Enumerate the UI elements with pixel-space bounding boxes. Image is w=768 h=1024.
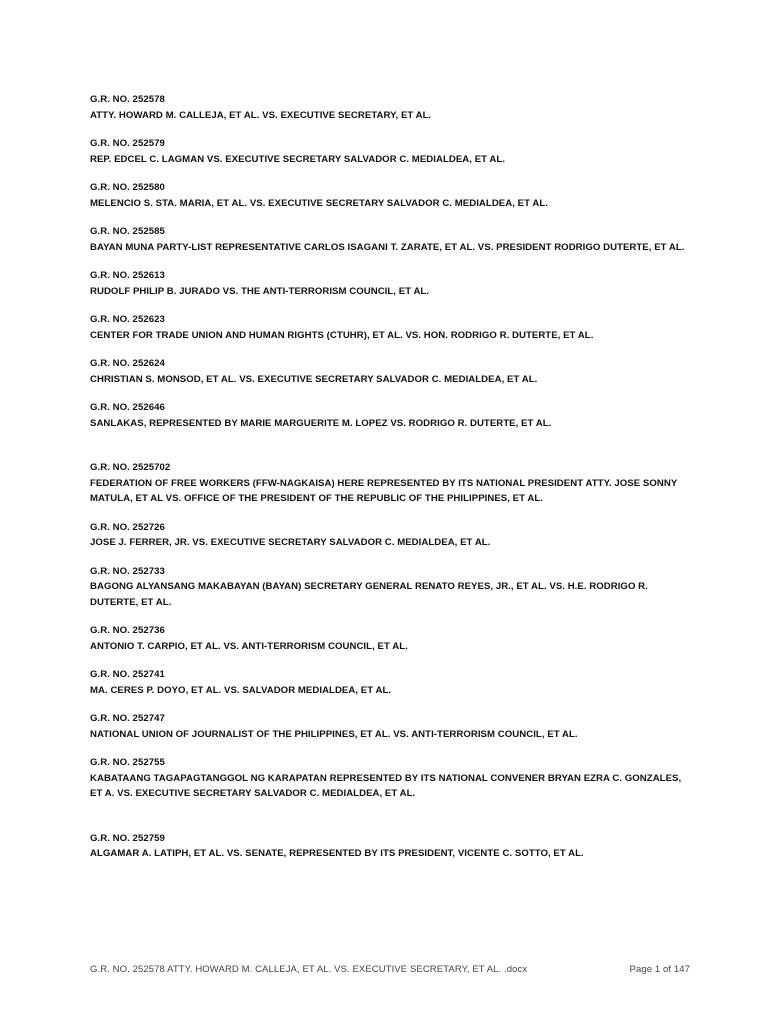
case-entry — [90, 755, 690, 802]
case-number: G.R. NO. 252578 — [90, 94, 165, 105]
case-entry — [90, 711, 690, 742]
case-number: G.R. NO. 2525702 — [90, 462, 171, 473]
footer-page-number: Page 1 of 147 — [629, 964, 690, 975]
case-number: G.R. NO. 252580 — [90, 182, 165, 193]
page-footer — [90, 964, 690, 975]
case-title: BAGONG ALYANSANG MAKABAYAN (BAYAN) SECRETARY GENERAL RENATO REYES, JR., ET AL. VS. H.E. RODRIGO R. DUTERTE, ET AL. — [90, 581, 648, 608]
case-number: G.R. NO. 252726 — [90, 521, 165, 533]
case-entry — [90, 136, 690, 167]
case-entry — [90, 520, 690, 551]
case-entry — [90, 312, 690, 343]
case-number: G.R. NO. 252579 — [90, 138, 165, 149]
case-entry — [90, 224, 690, 255]
document-page — [90, 92, 690, 875]
case-title: SANLAKAS, REPRESENTED BY MARIE MARGUERITE M. LOPEZ VS. RODRIGO R. DUTERTE, ET AL. — [90, 417, 552, 429]
footer-document-name: G.R. NO. 252578 ATTY. HOWARD M. CALLEJA, ET AL. VS. EXECUTIVE SECRETARY, ET AL. .docx — [90, 964, 528, 975]
case-number: G.R. NO. 252755 — [90, 757, 165, 768]
case-entry — [90, 623, 690, 654]
case-number: G.R. NO. 252623 — [90, 314, 165, 325]
case-number: G.R. NO. 252585 — [90, 226, 165, 237]
case-number: G.R. NO. 252747 — [90, 713, 165, 724]
case-number: G.R. NO. 252733 — [90, 565, 165, 577]
case-number: G.R. NO. 252624 — [90, 358, 165, 369]
case-title: JOSE J. FERRER, JR. VS. EXECUTIVE SECRETARY SALVADOR C. MEDIALDEA, ET AL. — [90, 537, 491, 548]
case-entry — [90, 268, 690, 299]
case-entry — [90, 564, 690, 611]
case-entry — [90, 356, 690, 387]
case-title: KABATAANG TAGAPAGTANGGOL NG KARAPATAN REPRESENTED BY ITS NATIONAL CONVENER BRYAN EZRA C. GONZALES, ET A. VS. EXECUTIVE SECRETARY SALVADOR C. MEDIALDEA, ET AL. — [90, 772, 682, 799]
case-number: G.R. NO. 252646 — [90, 402, 165, 413]
case-entry — [90, 180, 690, 211]
case-number: G.R. NO. 252613 — [90, 270, 165, 281]
case-title: CHRISTIAN S. MONSOD, ET AL. VS. EXECUTIVE SECRETARY SALVADOR C. MEDIALDEA, ET AL. — [90, 373, 538, 385]
case-title: CENTER FOR TRADE UNION AND HUMAN RIGHTS (CTUHR), ET AL. VS. HON. RODRIGO R. DUTERTE, ET AL. — [90, 329, 594, 341]
case-title: BAYAN MUNA PARTY-LIST REPRESENTATIVE CARLOS ISAGANI T. ZARATE, ET AL. VS. PRESIDENT RODRIGO DUTERTE, ET AL. — [90, 241, 685, 253]
case-title: RUDOLF PHILIP B. JURADO VS. THE ANTI-TERRORISM COUNCIL, ET AL. — [90, 285, 430, 297]
case-title: ALGAMAR A. LATIPH, ET AL. VS. SENATE, REPRESENTED BY ITS PRESIDENT, VICENTE C. SOTTO, ET AL. — [90, 848, 584, 859]
case-title: ATTY. HOWARD M. CALLEJA, ET AL. VS. EXECUTIVE SECRETARY, ET AL. — [90, 109, 432, 121]
case-title: ANTONIO T. CARPIO, ET AL. VS. ANTI-TERRORISM COUNCIL, ET AL. — [90, 640, 408, 652]
case-entry — [90, 831, 690, 862]
case-title: MELENCIO S. STA. MARIA, ET AL. VS. EXECUTIVE SECRETARY SALVADOR C. MEDIALDEA, ET AL. — [90, 197, 548, 209]
case-entry — [90, 460, 690, 507]
case-title: MA. CERES P. DOYO, ET AL. VS. SALVADOR MEDIALDEA, ET AL. — [90, 684, 392, 696]
case-number: G.R. NO. 252759 — [90, 832, 165, 844]
case-title: NATIONAL UNION OF JOURNALIST OF THE PHILIPPINES, ET AL. VS. ANTI-TERRORISM COUNCIL, ET AL. — [90, 728, 578, 740]
case-entry — [90, 400, 690, 431]
case-title: REP. EDCEL C. LAGMAN VS. EXECUTIVE SECRETARY SALVADOR C. MEDIALDEA, ET AL. — [90, 153, 506, 165]
case-entry — [90, 92, 690, 123]
case-entry — [90, 667, 690, 698]
case-title: FEDERATION OF FREE WORKERS (FFW-NAGKAISA) HERE REPRESENTED BY ITS NATIONAL PRESIDENT ATTY. JOSE SONNY MATULA, ET AL VS. OFFICE OF THE PRESIDENT OF THE REPUBLIC OF THE PHILIPPINES, ET AL. — [90, 477, 678, 504]
case-number: G.R. NO. 252741 — [90, 669, 165, 680]
case-number: G.R. NO. 252736 — [90, 625, 165, 636]
